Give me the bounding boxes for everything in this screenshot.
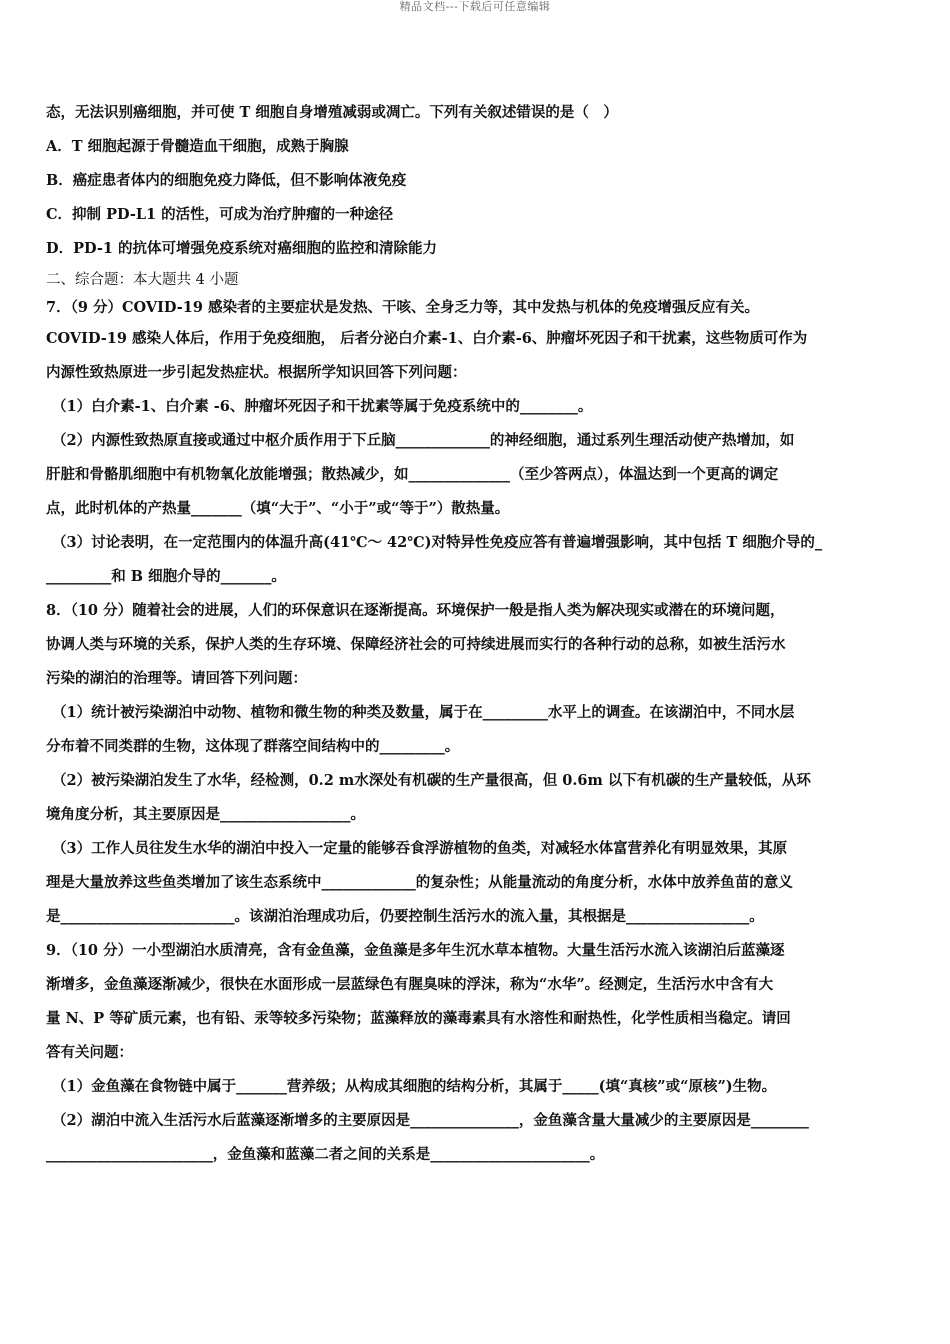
question-6-stem-continuation: 态，无法识别癌细胞，并可使 T 细胞自身增殖减弱或凋亡。下列有关叙述错误的是（ ）	[46, 104, 618, 121]
question-9-part-2: （2）湖泊中流入生活污水后蓝藻逐渐增多的主要原因是_______________，金鱼藻含量大量减少的主要原因是________	[52, 1112, 809, 1129]
option-a: A．T 细胞起源于骨髓造血干细胞，成熟于胸腺	[46, 138, 349, 155]
question-7-part-1: （1）白介素-1、白介素 -6、肿瘤坏死因子和干扰素等属于免疫系统中的________。	[52, 398, 593, 415]
question-9-part-1: （1）金鱼藻在食物链中属于_______营养级；从构成其细胞的结构分析，其属于_____(填“真核”或“原核”)生物。	[52, 1078, 777, 1095]
document-body	[46, 96, 908, 1172]
question-8-part-2: （2）被污染湖泊发生了水华，经检测，0.2 m水深处有机碳的生产量很高，但 0.6m 以下有机碳的生产量较低，从环	[52, 772, 811, 789]
question-7-part-2: （2）内源性致热原直接或通过中枢介质作用于下丘脑_____________的神经细胞，通过系列生理活动使产热增加，如	[52, 432, 795, 449]
question-8-stem-line: 协调人类与环境的关系，保护人类的生存环境、保障经济社会的可持续进展而实行的各种行动的总称，如被生活污水	[46, 636, 786, 653]
page-header-watermark: 精品文档---下载后可任意编辑	[399, 0, 551, 13]
question-7-part-3: （3）讨论表明，在一定范围内的体温升高(41℃～ 42℃)对特异性免疫应答有普遍增强影响，其中包括 T 细胞介导的_	[52, 534, 823, 551]
question-8-part-3-line: 理是大量放养这些鱼类增加了该生态系统中_____________的复杂性；从能量流动的角度分析，水体中放养鱼苗的意义	[46, 874, 793, 891]
question-7-part-2-line: 点，此时机体的产热量_______（填“大于”、“小于”或“等于”）散热量。	[46, 500, 510, 517]
question-8-part-1: （1）统计被污染湖泊中动物、植物和微生物的种类及数量，属于在_________水平上的调查。在该湖泊中，不同水层	[52, 704, 795, 721]
question-9-stem-line: 量 N、P 等矿质元素，也有铅、汞等较多污染物；蓝藻释放的藻毒素具有水溶性和耐热性，化学性质相当稳定。请回	[46, 1010, 791, 1027]
question-9-stem-line: 渐增多，金鱼藻逐渐减少，很快在水面形成一层蓝绿色有腥臭味的浮沫，称为“水华”。经测定，生活污水中含有大	[46, 976, 774, 993]
option-c: C．抑制 PD-L1 的活性，可成为治疗肿瘤的一种途径	[46, 206, 394, 223]
question-7-part-2-line: 肝脏和骨骼肌细胞中有机物氧化放能增强；散热减少，如______________（至少答两点），体温达到一个更高的调定	[46, 466, 779, 483]
section-heading: 二、综合题：本大题共 4 小题	[46, 272, 239, 288]
question-7-stem-line: 内源性致热原进一步引起发热症状。根据所学知识回答下列问题：	[46, 364, 467, 381]
question-8-stem: 8．（10 分）随着社会的进展，人们的环保意识在逐渐提高。环境保护一般是指人类为解决现实或潜在的环境问题，	[46, 602, 785, 619]
question-9-stem: 9．（10 分）一小型湖泊水质清亮，含有金鱼藻，金鱼藻是多年生沉水草本植物。大量生活污水流入该湖泊后蓝藻逐	[46, 942, 785, 959]
question-7-stem: 7．（9 分）COVID-19 感染者的主要症状是发热、干咳、全身乏力等，其中发热与机体的免疫增强反应有关。	[46, 299, 760, 316]
question-8-part-2-line: 境角度分析，其主要原因是__________________。	[46, 806, 365, 823]
question-8-part-3: （3）工作人员往发生水华的湖泊中投入一定量的能够吞食浮游植物的鱼类，对减轻水体富营养化有明显效果，其原	[52, 840, 788, 857]
question-9-stem-line: 答有关问题：	[46, 1044, 133, 1061]
question-9-part-2-line: _______________________，金鱼藻和蓝藻二者之间的关系是______________________。	[46, 1146, 605, 1163]
question-8-part-3-line: 是________________________。该湖泊治理成功后，仍要控制生活污水的流入量，其根据是_________________。	[46, 908, 764, 925]
question-7-stem-line: COVID-19 感染人体后，作用于免疫细胞， 后者分泌白介素-1、白介素-6、肿瘤坏死因子和干扰素，这些物质可作为	[46, 330, 808, 347]
option-b: B．癌症患者体内的细胞免疫力降低，但不影响体液免疫	[46, 172, 407, 189]
question-8-stem-line: 污染的湖泊的治理等。请回答下列问题：	[46, 670, 307, 687]
question-8-part-1-line: 分布着不同类群的生物，这体现了群落空间结构中的_________。	[46, 738, 460, 755]
question-7-part-3-line: _________和 B 细胞介导的_______。	[46, 568, 286, 585]
option-d: D．PD-1 的抗体可增强免疫系统对癌细胞的监控和清除能力	[46, 240, 437, 257]
